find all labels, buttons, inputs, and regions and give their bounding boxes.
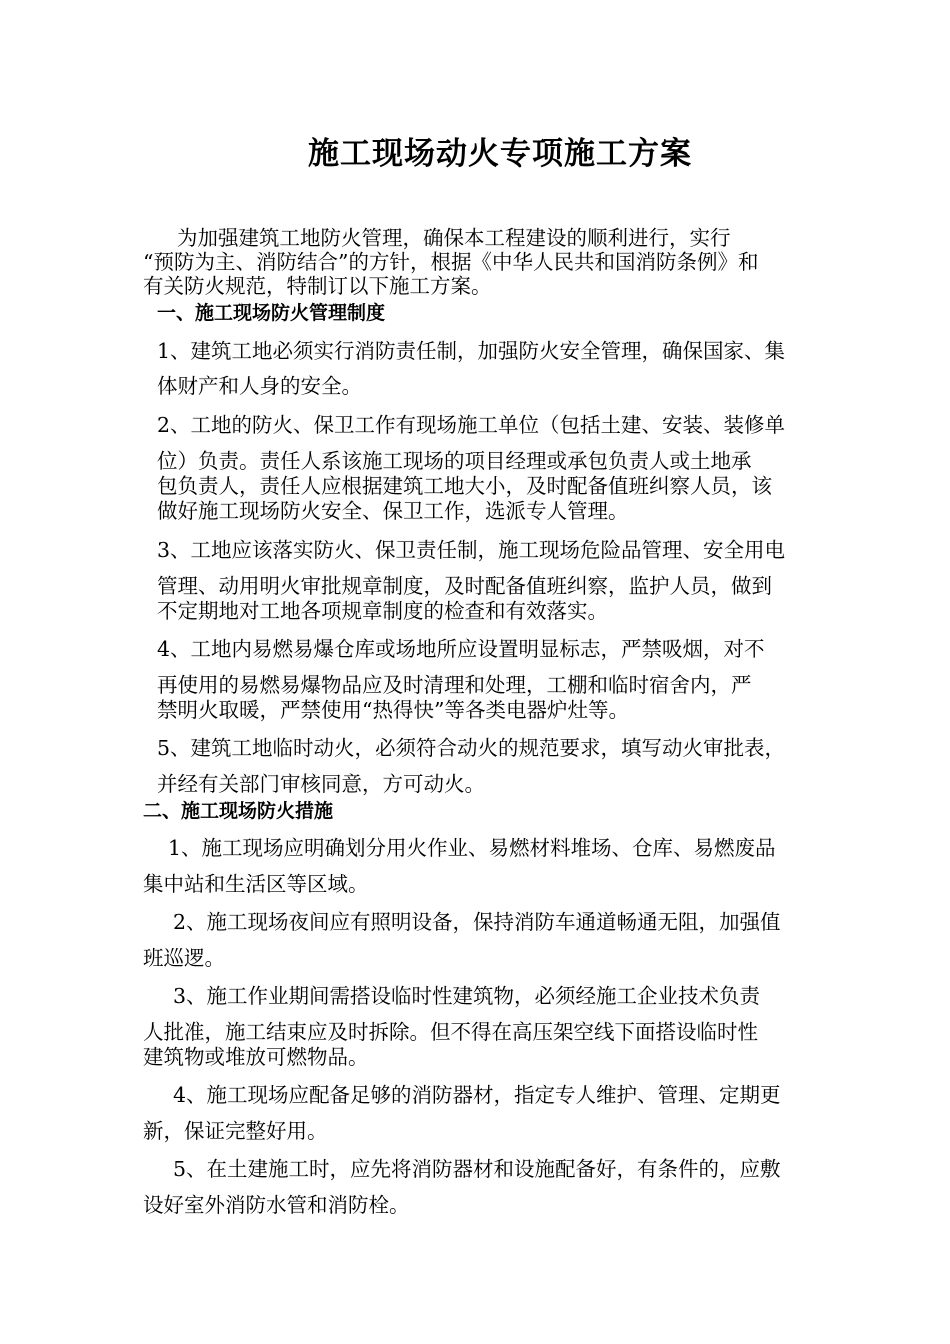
- list-item-line: 人批准，施工结束应及时拆除。但不得在高压架空线下面搭设临时性: [143, 1020, 758, 1044]
- list-item-line: 包负责人，责任人应根据建筑工地大小，及时配备值班纠察人员，该: [157, 474, 772, 498]
- list-item-line: 管理、动用明火审批规章制度，及时配备值班纠察，监护人员，做到: [157, 574, 772, 598]
- intro-line: 有关防火规范，特制订以下施工方案。: [143, 274, 492, 298]
- list-item-line: 位）负责。责任人系该施工现场的项目经理或承包负责人或土地承: [157, 449, 752, 473]
- intro-line: 为加强建筑工地防火管理，确保本工程建设的顺利进行，实行: [177, 226, 731, 250]
- section-heading: 一、施工现场防火管理制度: [157, 302, 386, 324]
- list-item-line: 建筑物或堆放可燃物品。: [143, 1045, 369, 1069]
- list-item-line: 2、工地的防火、保卫工作有现场施工单位（包括土建、安装、装修单: [157, 413, 786, 437]
- list-item-line: 2、施工现场夜间应有照明设备，保持消防车通道畅通无阻，加强值: [173, 910, 781, 934]
- list-item-line: 5、建筑工地临时动火，必须符合动火的规范要求，填写动火审批表，: [157, 736, 786, 760]
- list-item-line: 4、施工现场应配备足够的消防器材，指定专人维护、管理、定期更: [173, 1083, 781, 1107]
- list-item-line: 做好施工现场防火安全、保卫工作，选派专人管理。: [157, 499, 629, 523]
- list-item-line: 新，保证完整好用。: [143, 1119, 328, 1143]
- section-heading: 二、施工现场防火措施: [143, 800, 334, 822]
- list-item-line: 禁明火取暖，严禁使用“热得快”等各类电器炉灶等。: [157, 698, 629, 722]
- list-item-line: 集中站和生活区等区域。: [143, 872, 369, 896]
- list-item-line: 体财产和人身的安全。: [157, 374, 362, 398]
- page-title: 施工现场动火专项施工方案: [308, 136, 692, 172]
- list-item-line: 并经有关部门审核同意，方可动火。: [157, 772, 485, 796]
- list-item-line: 不定期地对工地各项规章制度的检查和有效落实。: [157, 599, 608, 623]
- list-item-line: 3、工地应该落实防火、保卫责任制，施工现场危险品管理、安全用电: [157, 538, 786, 562]
- list-item-line: 1、建筑工地必须实行消防责任制，加强防火安全管理，确保国家、集: [157, 339, 786, 363]
- list-item-line: 1、施工现场应明确划分用火作业、易燃材料堆场、仓库、易燃废品: [168, 836, 776, 860]
- list-item-line: 4、工地内易燃易爆仓库或场地所应设置明显标志，严禁吸烟，对不: [157, 637, 765, 661]
- list-item-line: 再使用的易燃易爆物品应及时清理和处理，工棚和临时宿舍内，严: [157, 673, 752, 697]
- list-item-line: 3、施工作业期间需搭设临时性建筑物，必须经施工企业技术负责: [173, 984, 761, 1008]
- intro-line: “预防为主、消防结合”的方针，根据《中华人民共和国消防条例》和: [143, 250, 759, 274]
- list-item-line: 设好室外消防水管和消防栓。: [143, 1193, 410, 1217]
- list-item-line: 5、在土建施工时，应先将消防器材和设施配备好，有条件的，应敷: [173, 1157, 781, 1181]
- list-item-line: 班巡逻。: [143, 946, 225, 970]
